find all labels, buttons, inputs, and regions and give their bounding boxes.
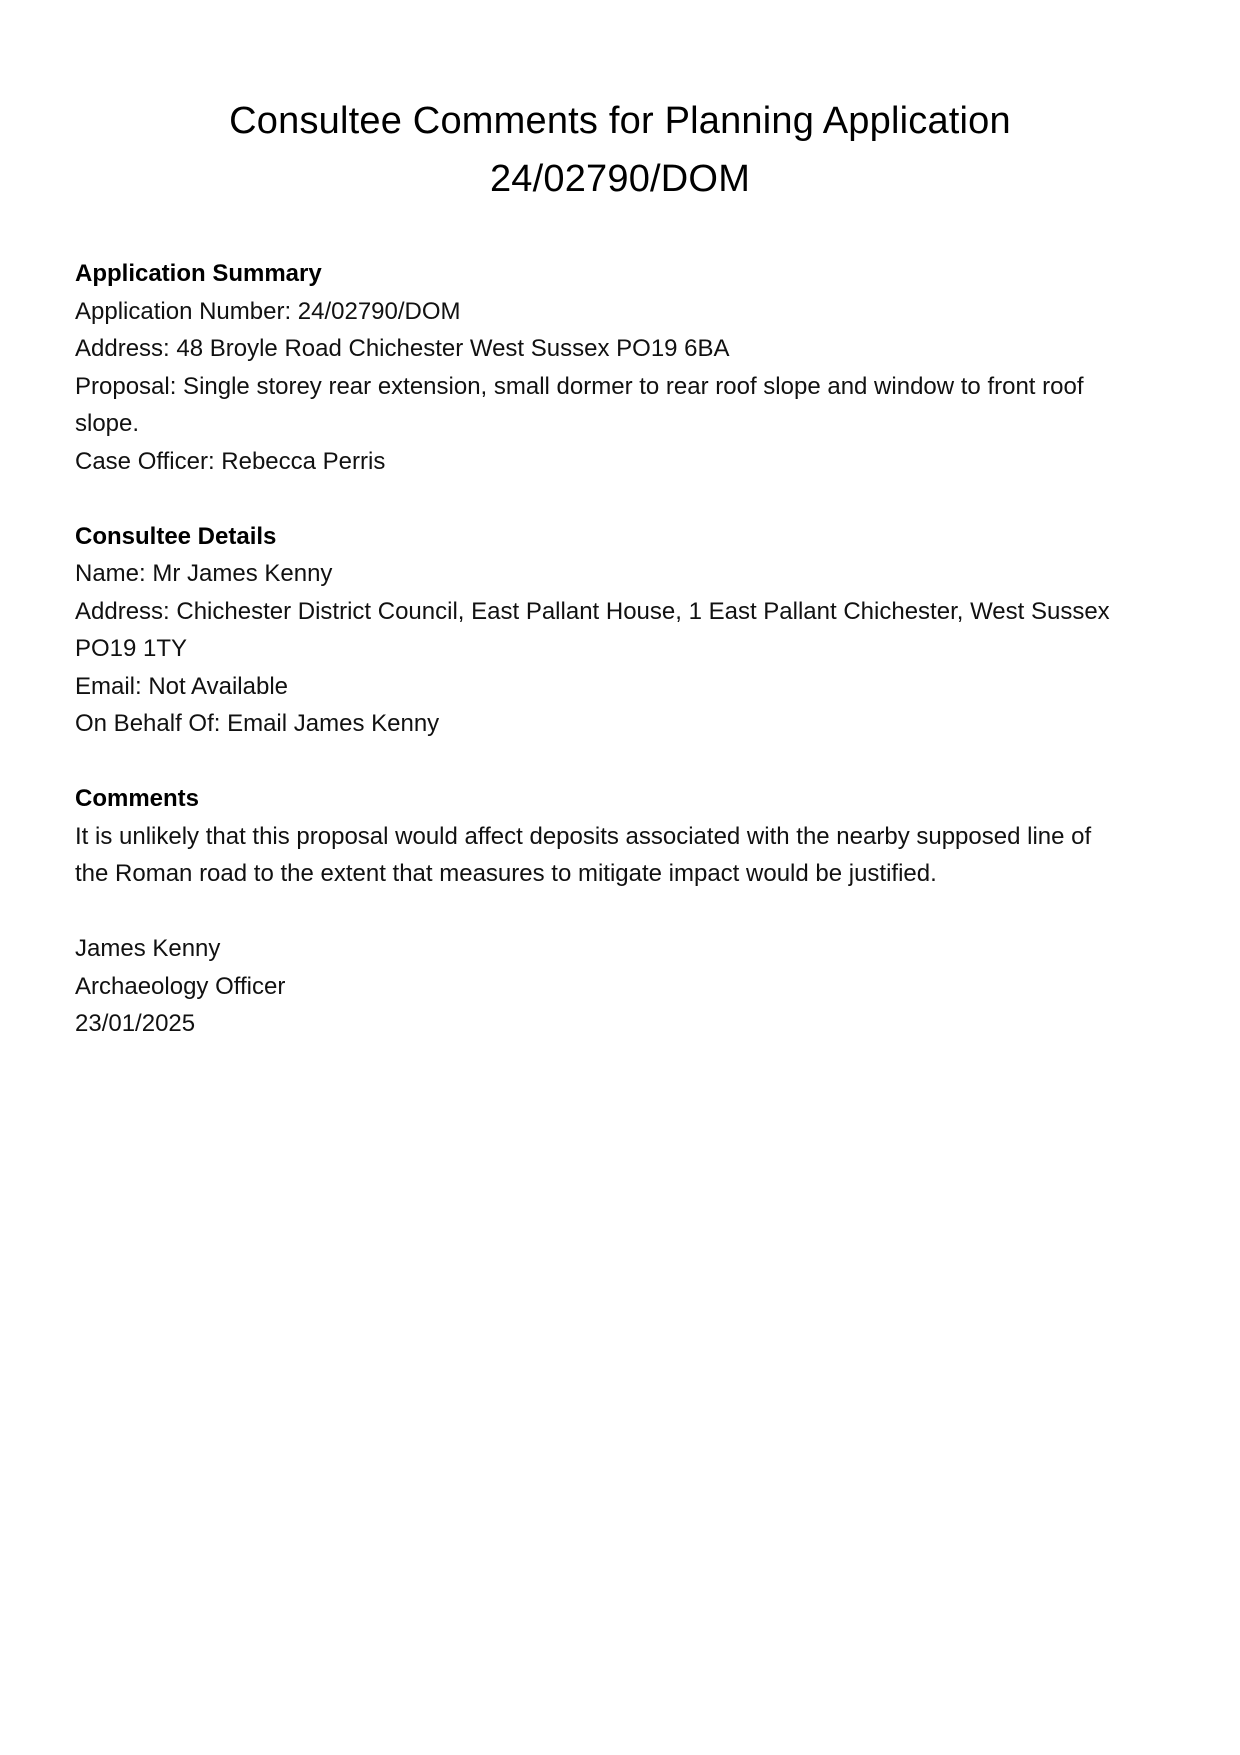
application-address: Address: 48 Broyle Road Chichester West Sussex PO19 6BA (75, 335, 730, 362)
title-line-1: Consultee Comments for Planning Application (229, 100, 1011, 142)
consultee-details-heading: Consultee Details (75, 522, 277, 550)
comment-line-1: It is unlikely that this proposal would affect deposits associated with the nearby supposed line of (75, 822, 1092, 850)
comment-line-2: the Roman road to the extent that measures to mitigate impact would be justified. (75, 860, 937, 887)
application-summary-heading: Application Summary (75, 260, 322, 287)
page-title (0, 92, 1240, 208)
consultee-email: Email: Not Available (75, 672, 288, 700)
consultee-details-section (75, 518, 1165, 743)
proposal-line-2: slope. (75, 410, 140, 437)
signature-block (75, 930, 1165, 1043)
comments-section (75, 780, 1165, 893)
consultee-address-line-1: Address: Chichester District Council, East Pallant House, 1 East Pallant Chichester, West Sussex (75, 597, 1110, 625)
case-officer: Case Officer: Rebecca Perris (75, 447, 386, 475)
consultee-on-behalf-of: On Behalf Of: Email James Kenny (75, 710, 440, 737)
signature-date: 23/01/2025 (75, 1010, 196, 1037)
proposal-line-1: Proposal: Single storey rear extension, small dormer to rear roof slope and window to front roof (75, 372, 1084, 400)
application-summary-section (75, 255, 1165, 480)
comments-heading: Comments (75, 785, 200, 812)
consultee-address-line-2: PO19 1TY (75, 635, 188, 662)
document-body (75, 255, 1165, 1080)
signature-role: Archaeology Officer (75, 972, 286, 1000)
application-number: Application Number: 24/02790/DOM (75, 297, 461, 325)
title-line-2: 24/02790/DOM (489, 158, 751, 200)
consultee-name: Name: Mr James Kenny (75, 560, 333, 587)
signature-name: James Kenny (75, 935, 221, 962)
